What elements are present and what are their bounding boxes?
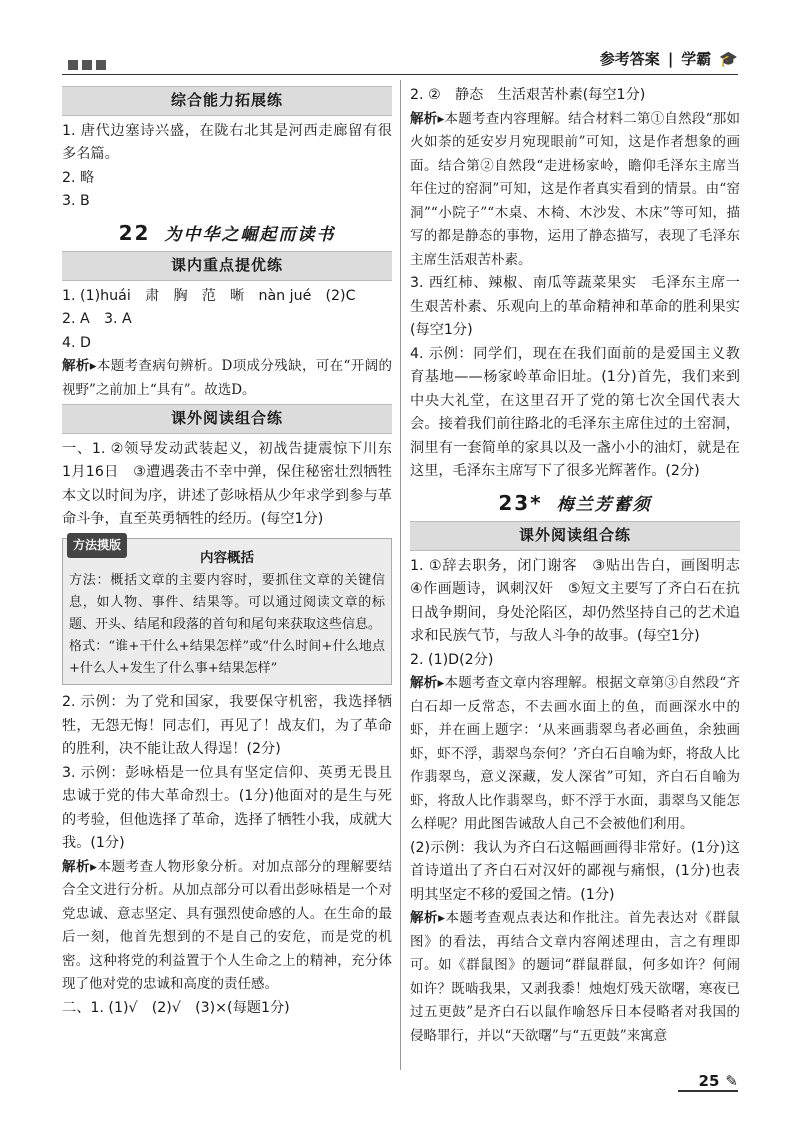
analysis-label: 解析▸ — [410, 910, 445, 926]
analysis-label: 解析▸ — [62, 858, 97, 875]
lesson-number: 23* — [498, 490, 543, 515]
section-title: 综合能力拓展练 — [62, 86, 392, 116]
section-title: 课外阅读组合练 — [62, 404, 392, 434]
page-header: 参考答案 | 学霸 🎓 — [599, 49, 738, 68]
analysis-label: 解析▸ — [410, 110, 445, 127]
method-heading: 内容概括 — [200, 549, 254, 566]
answer-line: 2. 略 — [62, 169, 95, 186]
answer-line: 一、1. ②领导发动武装起义，初战告捷震惊下川东 1月16日 ③遭遇袭击不幸中弹，保住秘密壮烈牺牲 本文以时间为序，讲述了彭咏梧从少年求学到参与革命斗争，直至英勇牺牲的经历。(每空1分) — [62, 440, 407, 527]
header-logo: 学霸 — [681, 50, 712, 68]
right-column — [410, 84, 755, 1048]
method-tag: 方法摸版 — [67, 533, 127, 559]
lesson-number: 22 — [118, 220, 151, 245]
footer-rule — [678, 1090, 738, 1092]
analysis: 解析▸本题考查病句辨析。D项成分残缺，可在“开阔的视野”之前加上“具有”。故选D。 — [62, 358, 392, 398]
pencil-icon: ✎ — [725, 1072, 738, 1090]
lesson-title: 为中华之崛起而读书 — [164, 224, 336, 245]
answer-line: 2. 示例：为了党和国家，我要保守机密，我选择牺牲，无怨无悔！同志们，再见了！战友们，为了革命的胜利，决不能让敌人得逞！(2分) — [62, 694, 392, 757]
answer-line: (2)示例：我认为齐白石这幅画画得非常好。(1分)这首诗道出了齐白石对汉奸的鄙视与痛恨，(1分)也表明其坚定不移的爱国之情。(1分) — [410, 839, 740, 903]
analysis: 解析▸本题考查文章内容理解。根据文章第③自然段“齐白石却一反常态，不去画水面上的鱼，而画深水中的虾，并在画上题字：‘从来画翡翠鸟者必画鱼，余独画虾，虾不浮，翡翠鸟奈何？’齐白石自喻为虾，将敌人比作翡翠鸟，意义深藏，发人深省”可知，齐白石自喻为虾，将敌人比作翡翠鸟，虾不浮于水面，翡翠鸟又能怎么样呢？用此图告诫敌人自己不会被他们利用。 — [410, 675, 740, 832]
analysis: 解析▸本题考查人物形象分析。对加点部分的理解要结合全文进行分析。从加点部分可以看出彭咏梧是一个对党忠诚、意志坚定、具有强烈使命感的人。在生命的最后一刻，他首先想到的不是自己的安危，而是党的机密。这种将党的利益置于个人生命之上的精神，充分体现了他对党的忠诚和高度的责任感。 — [62, 858, 393, 992]
answer-line: 3. 示例：彭咏梧是一位具有坚定信仰、英勇无畏且忠诚于党的伟大革命烈士。(1分)他面对的是生与死的考验，但他选择了革命，选择了牺牲小我，成就大我。(1分) — [62, 764, 392, 851]
section-title: 课内重点提优练 — [62, 251, 392, 281]
analysis: 解析▸本题考查观点表达和作批注。首先表达对《群鼠图》的看法，再结合文章内容阐述理由，言之有理即可。如《群鼠图》的题词“群鼠群鼠，何多如许？何闹如许？既啮我果，又剥我黍！烛炮灯残天欲曙，寒夜已过五更鼓”是齐白石以鼠作喻怒斥日本侵略者对我国的侵略罪行，并以“天欲曙”与“五更鼓”来寓意 — [410, 910, 741, 1044]
cap-icon: 🎓 — [719, 49, 738, 68]
header-label: 参考答案 — [599, 50, 660, 68]
answer-line: 3. 西红柿、辣椒、南瓜等蔬菜果实 毛泽东主席一生艰苦朴素、乐观向上的革命精神和革命的胜利果实(每空1分) — [410, 275, 740, 338]
header-rule — [62, 74, 738, 75]
answer-line: 2. A 3. A — [62, 311, 132, 327]
answer-line: 二、1. (1)√ (2)√ (3)×(每题1分) — [62, 999, 290, 1016]
answer-line: 2. ② 静态 生活艰苦朴素(每空1分) — [410, 87, 646, 103]
method-format: 格式：“谁+干什么+结果怎样”或“什么时间+什么地点+什么人+发生了什么事+结果怎样” — [69, 639, 385, 676]
lesson-heading — [410, 492, 740, 518]
page-number: 25 — [698, 1072, 720, 1090]
answer-line: 3. B — [62, 193, 90, 209]
left-column — [62, 84, 407, 1020]
analysis: 解析▸本题考查内容理解。结合材料二第①自然段“那如火如荼的延安岁月宛现眼前”可知，这是作者想象的画面。结合第②自然段“走进杨家岭，瞻仰毛泽东主席当年住过的窑洞”可知，这是作者真实看到的情景。由“窑洞”“小院子”“木桌、木椅、木沙发、木床”等可知，描写的都是静态的事物，运用了静态描写，表现了毛泽东主席生活艰苦朴素。 — [410, 110, 740, 268]
column-divider — [400, 80, 401, 1070]
answer-line: 4. 示例：同学们，现在在我们面前的是爱国主义教育基地——杨家岭革命旧址。(1分)首先，我们来到中央大礼堂，在这里召开了党的第七次全国代表大会。接着我们前往路北的毛泽东主席住过的土窑洞，洞里有一套简单的家具以及一盏小小的油灯，就是在这里，毛泽东主席写下了很多光辉著作。(2分) — [410, 345, 740, 479]
analysis-label: 解析▸ — [62, 358, 97, 374]
method-text: 方法：概括文章的主要内容时，要抓住文章的关键信息，如人物、事件、结果等。可以通过阅读文章的标题、开头、结尾和段落的首句和尾句来获取这些信息。 — [69, 573, 385, 632]
lesson-heading — [62, 222, 392, 248]
analysis-label: 解析▸ — [410, 675, 445, 691]
answer-line: 1. (1)huái 肃 胸 范 晰 nàn jué (2)C — [62, 287, 356, 304]
header-decoration — [68, 60, 106, 70]
lesson-title: 梅兰芳蓄须 — [556, 494, 652, 515]
answer-line: 2. (1)D(2分) — [410, 651, 494, 668]
answer-line: 4. D — [62, 334, 91, 351]
section-title: 课外阅读组合练 — [410, 521, 740, 551]
answer-line: 1. 唐代边塞诗兴盛，在陇右北其是河西走廊留有很多名篇。 — [62, 122, 392, 162]
answer-line: 1. ①辞去职务，闭门谢客 ③贴出告白，画图明志 ④作画题诗，讽刺汉奸 ⑤短文主要写了齐白石在抗日战争期间，身处沦陷区，却仍然坚持自己的艺术追求和民族气节，与敌人斗争的故事。(每空1分) — [410, 557, 755, 644]
method-box — [62, 538, 392, 686]
page-footer — [699, 1072, 738, 1090]
